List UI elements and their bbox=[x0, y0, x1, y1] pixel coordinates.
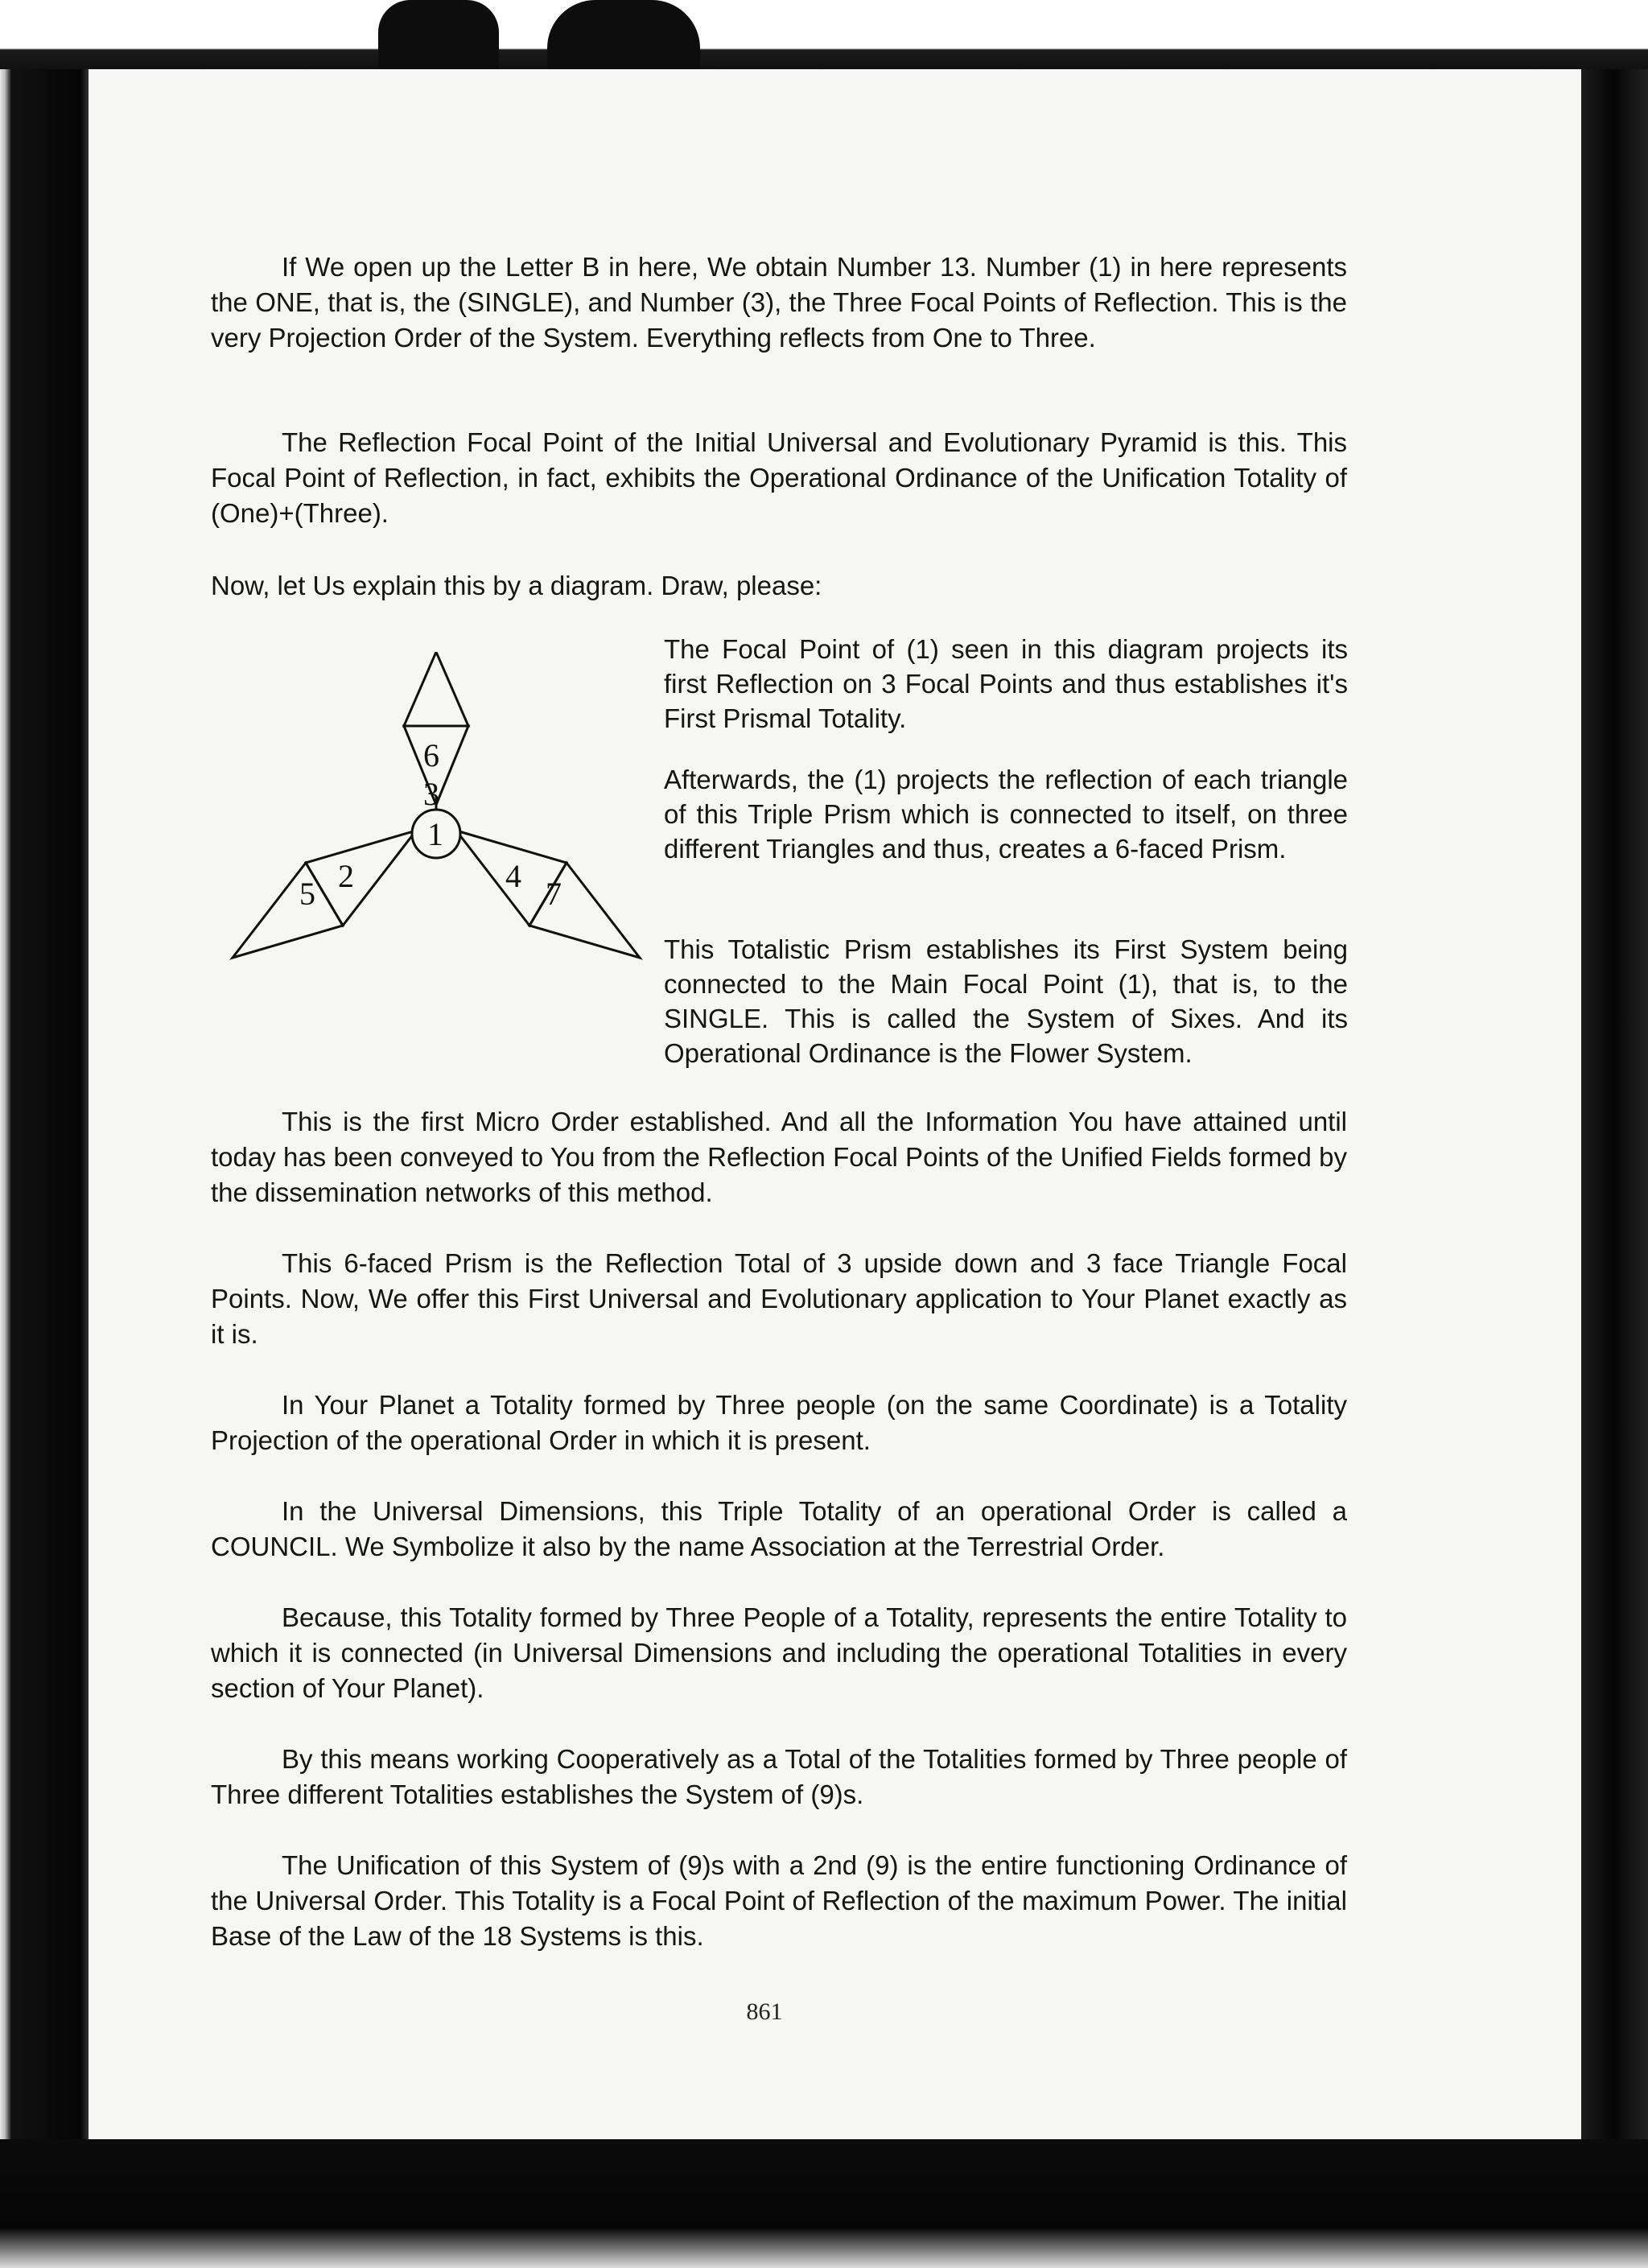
label-4: 4 bbox=[505, 858, 521, 894]
paragraph: In the Universal Dimensions, this Triple Totality of an operational Order is called a COUNCIL. We Symbolize it also by the name Association at the Terrestrial Order. bbox=[211, 1496, 1347, 1561]
paragraph: The Unification of this System of (9)s with a 2nd (9) is the entire functioning Ordinance of the Universal Order. This Totality is a Focal Point of Reflection of the maximum Power. The initial Base of the Law of the 18 Systems is this. bbox=[211, 1850, 1347, 1951]
top-outer-triangle bbox=[404, 652, 468, 726]
paragraph: This is the first Micro Order established. And all the Information You have attained until today has been conveyed to You from the Reflection Focal Points of the Unified Fields formed by the dissemination networks of this method. bbox=[211, 1107, 1347, 1207]
paragraph: By this means working Cooperatively as a Total of the Totalities formed by Three people of Three different Totalities establishes the System of (9)s. bbox=[211, 1744, 1347, 1809]
paragraph: In Your Planet a Totality formed by Three people (on the same Coordinate) is a Totality Projection of the operational Order in which it is present. bbox=[211, 1390, 1347, 1455]
scan-shadow bbox=[547, 0, 700, 69]
label-5: 5 bbox=[299, 876, 315, 912]
triple-prism-diagram bbox=[229, 652, 647, 1030]
paragraph: The Focal Point of (1) seen in this diagram projects its first Reflection on 3 Focal Points and thus establishes it's First Prismal Totality. bbox=[664, 634, 1348, 733]
paragraph: If We open up the Letter B in here, We obtain Number 13. Number (1) in here represents the ONE, that is, the (SINGLE), and Number (3), the Three Focal Points of Reflection. This is the very Projection Order of the System. Everything reflects from One to Three. bbox=[211, 252, 1347, 353]
paragraph: Now, let Us explain this by a diagram. Draw, please: bbox=[211, 571, 822, 600]
label-2: 2 bbox=[338, 858, 354, 894]
paragraph: This Totalistic Prism establishes its First System being connected to the Main Focal Point (1), that is, to the SINGLE. This is called the System of Sixes. And its Operational Ordinance is the Flower System. bbox=[664, 934, 1348, 1068]
label-7: 7 bbox=[546, 876, 562, 912]
paragraph: Because, this Totality formed by Three People of a Totality, represents the entire Totality to which it is connected (in Universal Dimensions and including the operational Totalities in every section of Your Planet). bbox=[211, 1602, 1347, 1703]
page-number: 861 bbox=[746, 1998, 783, 2025]
left-outer-triangle bbox=[233, 863, 343, 958]
scan-bottom-edge bbox=[0, 2139, 1648, 2268]
label-6: 6 bbox=[423, 737, 439, 773]
left-inner-triangle bbox=[306, 831, 416, 926]
label-3: 3 bbox=[423, 776, 439, 812]
paragraph: This 6-faced Prism is the Reflection Total of 3 upside down and 3 face Triangle Focal Points. Now, We offer this First Universal and Evolutionary application to Your Planet exactly as it is. bbox=[211, 1248, 1347, 1349]
paragraph: Afterwards, the (1) projects the reflection of each triangle of this Triple Prism which is connected to itself, on three different Triangles and thus, creates a 6-faced Prism. bbox=[664, 765, 1348, 864]
paragraph: The Reflection Focal Point of the Initial Universal and Evolutionary Pyramid is this. This Focal Point of Reflection, in fact, exhibits the Operational Ordinance of the Unification Totality of (One)+(Three). bbox=[211, 427, 1347, 528]
label-1: 1 bbox=[427, 816, 443, 852]
scan-shadow bbox=[378, 0, 499, 69]
scan-top-edge bbox=[0, 0, 1648, 69]
scan-left-edge bbox=[0, 69, 89, 2268]
scan-right-edge bbox=[1581, 69, 1648, 2268]
